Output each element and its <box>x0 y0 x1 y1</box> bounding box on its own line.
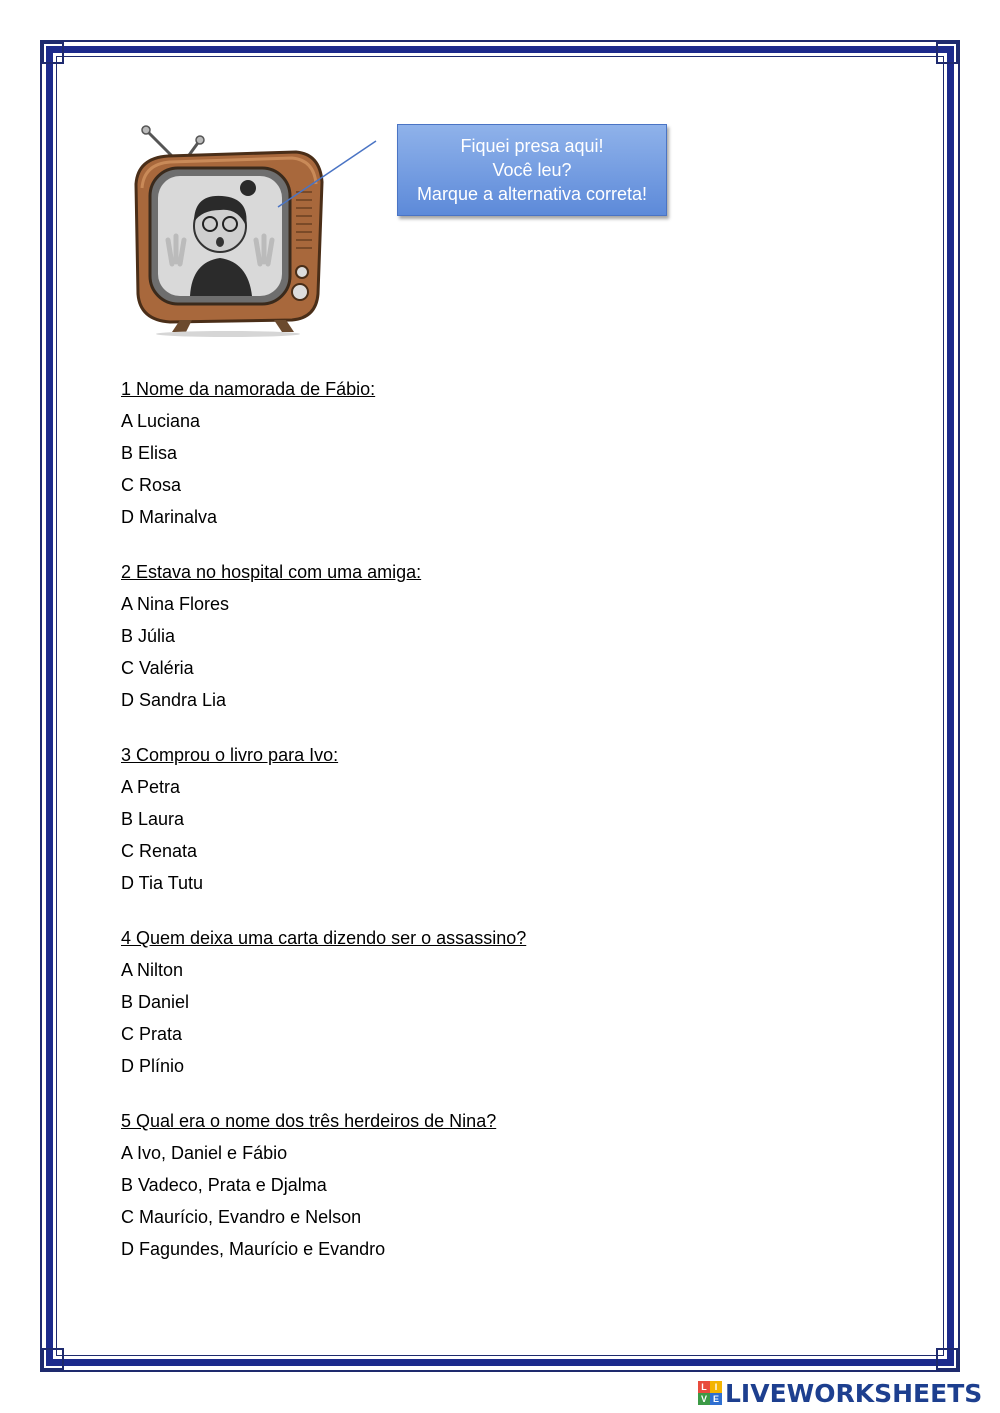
answer-option[interactable]: B Elisa <box>121 443 178 463</box>
questions-list <box>121 377 881 1292</box>
question-title: 4 Quem deixa uma carta dizendo ser o assassino? <box>121 928 527 948</box>
answer-option[interactable]: A Ivo, Daniel e Fábio <box>121 1143 288 1163</box>
question-5 <box>121 1109 881 1261</box>
liveworksheets-logo-icon <box>698 1381 722 1405</box>
question-title: 1 Nome da namorada de Fábio: <box>121 379 376 399</box>
logo-icon-letter: L <box>698 1381 710 1393</box>
answer-option[interactable]: C Rosa <box>121 475 182 495</box>
answer-option[interactable]: B Laura <box>121 809 185 829</box>
answer-option[interactable]: B Daniel <box>121 992 190 1012</box>
liveworksheets-logo <box>698 1378 982 1408</box>
question-3 <box>121 743 881 895</box>
answer-option[interactable]: B Júlia <box>121 626 176 646</box>
answer-option[interactable]: D Plínio <box>121 1056 185 1076</box>
question-title: 3 Comprou o livro para Ivo: <box>121 745 339 765</box>
callout-line-3: Marque a alternativa correta! <box>416 184 648 204</box>
answer-option[interactable]: B Vadeco, Prata e Djalma <box>121 1175 327 1195</box>
answer-option[interactable]: A Nina Flores <box>121 594 230 614</box>
border-corner-ornament <box>42 42 64 64</box>
border-corner-ornament <box>42 1348 64 1370</box>
answer-option[interactable]: D Sandra Lia <box>121 690 227 710</box>
answer-option[interactable]: C Maurício, Evandro e Nelson <box>121 1207 362 1227</box>
answer-option[interactable]: A Nilton <box>121 960 184 980</box>
logo-icon-letter: E <box>710 1393 722 1405</box>
question-title: 2 Estava no hospital com uma amiga: <box>121 562 422 582</box>
logo-icon-letter: V <box>698 1393 710 1405</box>
answer-option[interactable]: A Luciana <box>121 411 201 431</box>
question-1 <box>121 377 881 529</box>
logo-icon-letter: I <box>710 1381 722 1393</box>
answer-option[interactable]: D Fagundes, Maurício e Evandro <box>121 1239 386 1259</box>
callout-pointer <box>270 135 390 215</box>
question-title: 5 Qual era o nome dos três herdeiros de Nina? <box>121 1111 497 1131</box>
border-corner-ornament <box>936 1348 958 1370</box>
answer-option[interactable]: C Prata <box>121 1024 183 1044</box>
callout-line-1: Fiquei presa aqui! <box>460 136 604 156</box>
question-2 <box>121 560 881 712</box>
border-corner-ornament <box>936 42 958 64</box>
logo-text: LIVEWORKSHEETS <box>725 1378 983 1408</box>
answer-option[interactable]: C Renata <box>121 841 198 861</box>
question-4 <box>121 926 881 1078</box>
callout-line-2: Você leu? <box>492 160 572 180</box>
speech-callout <box>397 124 667 216</box>
answer-option[interactable]: D Marinalva <box>121 507 218 527</box>
answer-option[interactable]: A Petra <box>121 777 181 797</box>
answer-option[interactable]: C Valéria <box>121 658 194 678</box>
answer-option[interactable]: D Tia Tutu <box>121 873 204 893</box>
